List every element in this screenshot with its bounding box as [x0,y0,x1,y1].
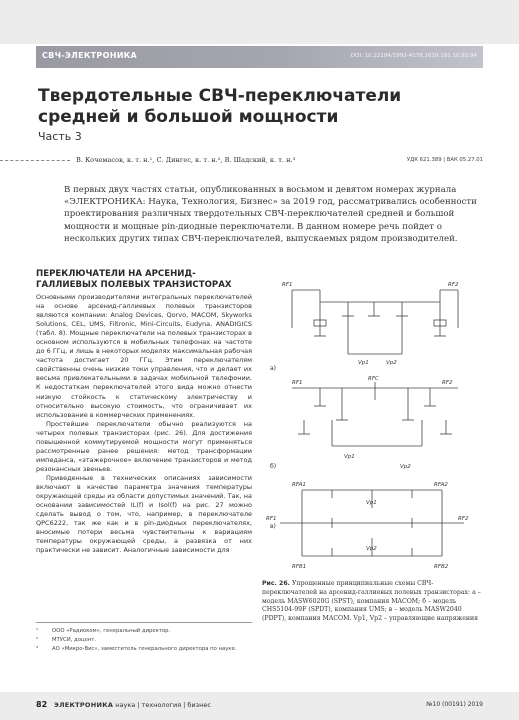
port-label: RF1 [282,282,293,288]
article-part: Часть 3 [38,130,82,143]
article-title: Твердотельные СВЧ-переключатели средней и большой мощности [38,86,402,127]
port-label: Vp2 [400,464,411,470]
port-label: Vp1 [366,500,377,506]
section-heading: ПЕРЕКЛЮЧАТЕЛИ НА АРСЕНИД-ГАЛЛИЕВЫХ ПОЛЕВЫХ ТРАНЗИСТОРАХ [36,269,232,290]
udk-code: УДК 621.389 | ВАК 05.27.01 [406,157,483,163]
port-label: RF1 [266,516,277,522]
lead-paragraph: В первых двух частях статьи, опубликованных в восьмом и девятом номерах журнала «ЭЛЕКТРОНИКА: Наука, Технология, Бизнес» за 2019 год, рассматривались особенности проектирования различных твердотельных СВЧ-переключателей средней и большой мощности и мощные pin-диодные переключатели. В данном номере речь пойдет о нескольких других типах СВЧ-переключателей, выпускаемых рядом производителей. [64,185,477,244]
journal-title: ЭЛЕКТРОНИКА [54,701,114,709]
caption-title: Рис. 26. [262,580,291,587]
panel-label-c: в) [270,523,276,530]
body-paragraph-3: Приведенные в технических описаниях зависимости включают в качестве параметра значения температуры окружающей среды из области допустимых значений. Так, на основании зависимостей IL(f) и Isol(f) на рис. 27 можно сделать вывод о том, что, например, в переключателе QPC6222, так же как и в pin-диодных переключателях, вносимые потери весьма чувствительны к вариациям температуры окружающей среды, а развязка от них практически не зависит. Аналогичные зависимости для [36,473,252,555]
footnote-text: ООО «Радиоком», генеральный директор. [52,628,171,634]
schematic-b [262,376,484,476]
footnote [36,645,252,654]
schematic-a [262,276,484,376]
header-band [0,0,519,44]
body-text [36,293,252,555]
port-label: RF1 [292,380,303,386]
port-label: RF2 [458,516,469,522]
footnote-text: МТУСИ, доцент. [52,637,97,643]
port-label: Vp2 [386,360,397,366]
port-label: RF2 [442,380,453,386]
panel-label-a: а) [270,365,277,372]
port-label: RFA1 [292,482,306,488]
schematic-c [262,478,484,578]
port-label: Vp1 [344,454,355,460]
body-paragraph-2: Простейшие переключатели обычно реализуются на четырех полевых транзисторах (рис. 26). Для достижения повышенной коммутируемой мощности могут применяться рассмотренные ранее решения: метод трансформации импеданса, «этажерочное» включение транзисторов и метод резонансных звеньев. [36,419,252,473]
body-paragraph-1: Основными производителями интегральных переключателей на основе арсенид-галлиевых полевых транзисторов являются компании: Analog Devices, Qorvo, MACOM, Skyworks Solutions, CEL, UMS, Filtronic, Mini-Circuits, Eudyna, ANADIGICS (табл. 8). Мощные переключатели на полевых транзисторах в основном используются в мобильных телефонах на частоте до 6 ГГц, и лишь в некоторых моделях максимальная рабочая частота достигает 20 ГГц. Этим переключателям свойственны очень низкие токи управления, что и делает их весьма привлекательными в задачах мобильной телефонии. К недостаткам переключателей этого вида можно отнести низкую стойкость к статическому электричеству и относительно высокую стоимость, что ограничивает их использование в коммерческих применениях. [36,293,252,419]
page-number: 82 [36,700,48,709]
footnote-mark: ³ [36,646,39,652]
footnote [36,636,252,645]
caption-text: Упрощенные принципиальные схемы СВЧ-переключателей на арсенид-галлиевых полевых транзисторах: а – модель MASW6020G (SPST), компания MACOM; б – модель CHS5104-99F (SPDT), компания UMS; в – модель MASW2040 (PDPT), компания MACOM. Vp1, Vp2 – управляющие напряжения [262,580,481,623]
port-label: RFB2 [434,564,449,570]
port-label: RFA2 [434,482,448,488]
port-label: RF2 [448,282,459,288]
port-label: Vp1 [358,360,369,366]
figure-caption [262,580,484,624]
doi: DOI: 10.22184/1992-4178.2019.191.10.82.94 [350,53,477,59]
footnote-text: АО «Микро-Вис», заместитель генерального директора по науке. [52,646,237,652]
journal-tagline: наука | технология | бизнес [115,701,211,709]
port-label: Vp2 [366,546,377,552]
footnote-mark: ¹ [36,628,39,634]
journal-name [54,701,211,709]
section-label: СВЧ-ЭЛЕКТРОНИКА [42,51,138,60]
footnote-mark: ² [36,637,39,643]
authors-divider [0,160,70,161]
authors: В. Кочемасов, к. т. н.¹, С. Дингес, к. т. н.², В. Шадский, к. т. н.³ [76,156,296,164]
port-label: RFC [368,376,379,382]
footnote [36,627,252,636]
section-bar [36,46,483,68]
issue-number: №10 (00191) 2019 [426,701,483,708]
port-label: RFB1 [292,564,307,570]
panel-label-b: б) [270,463,277,470]
footnotes [36,622,252,654]
